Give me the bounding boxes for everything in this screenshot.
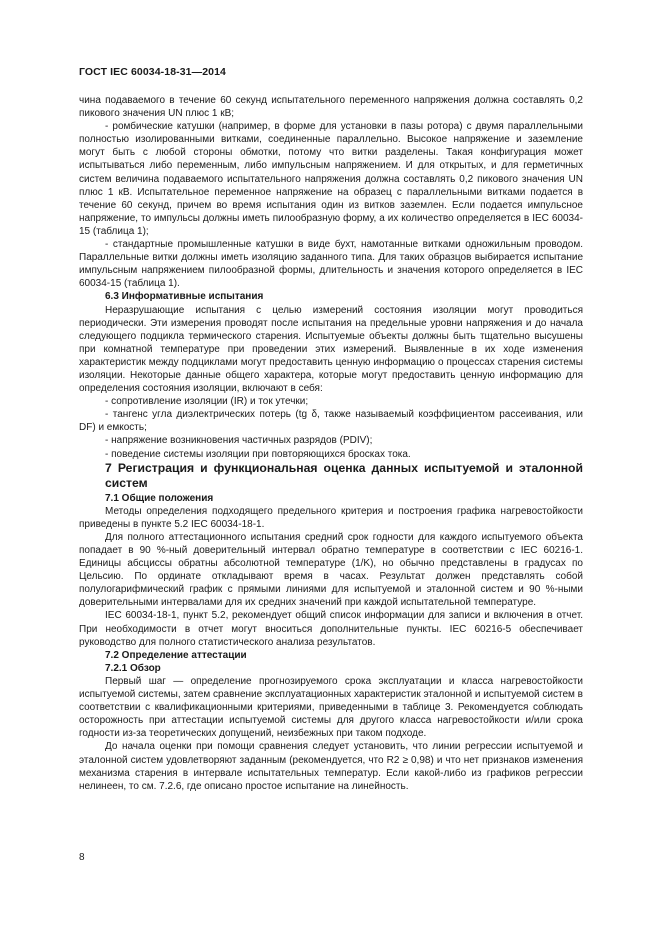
section-heading-6-3: 6.3 Информативные испытания [105,291,264,303]
paragraph: Первый шаг — определение прогнозируемого срока эксплуатации и класса нагревостойкости испытуемой системы, затем сравнение эксплуатационных характеристик эталонной и испытуемой систем в соответствии с квалификационными критериями, приведенными в таблице 3. Рекомендуется соблюдать осторожность при аттестации испытуемой системы для другого класса нагревостойкости и/или срока годности из-за теоретических допущений, неизбежных при таком подходе. [79,675,583,740]
section-heading-7-2-1: 7.2.1 Обзор [105,662,161,674]
list-item: - тангенс угла диэлектрических потерь (tg δ, также называемый коэффициентом рассеивания, или DF) и емкость; [79,409,583,434]
page-content [79,94,583,793]
list-item: - стандартные промышленные катушки в виде бухт, намотанные витками одножильным проводом. Параллельные витки должны иметь изоляцию заданного типа. Для таких образцов выбирается испытание импульсным напряжением пилообразной формы, длительность и значения которого определяется в IEC 60034-15 (таблица 1). [79,239,583,290]
paragraph: До начала оценки при помощи сравнения следует установить, что линии регрессии испытуемой и эталонной систем удовлетворяют заданным (рекомендуется, что R2 ≥ 0,98) и что нет признаков изменения механизма старения в интервале испытательных температур. Если какой-либо из графиков регрессии нелинеен, то см. 7.2.6, где описано простое испытание на линейность. [79,741,583,792]
paragraph: Неразрушающие испытания с целью измерений состояния изоляции могут проводиться периодически. Эти измерения проводят после испытания на предельные уровни напряжения и до начала следующего подцикла термического старения. Испытуемые объекты должны быть тщательно высушены при комнатной температуре при проведении этих измерений. Выявленные в их ходе изменения характеристик между подциклами могут предоставить ценную информацию о процессах старения системы изоляции. Некоторые данные общего характера, которые могут предоставить ценную информацию для определения состояния изоляции, включают в себя: [79,304,583,395]
paragraph: IEC 60034-18-1, пункт 5.2, рекомендует общий список информации для записи и включения в отчет. При необходимости в отчет могут вноситься дополнительные пункты. IEC 60216-5 обеспечивает руководство для полного статистического анализа результатов. [79,610,583,648]
list-item: - поведение системы изоляции при повторяющихся бросках тока. [105,448,411,460]
list-item: - напряжение возникновения частичных разрядов (PDIV); [105,435,373,447]
page-number: 8 [79,852,85,863]
paragraph: Методы определения подходящего предельного критерия и построения графика нагревостойкости приведены в пункте 5.2 IEC 60034-18-1. [79,505,583,530]
paragraph: Для полного аттестационного испытания средний срок годности для каждого испытуемого объекта попадает в 90 %-ный доверительный интервал обратно температуре в соответствии с IEC 60216-1. Единицы абсциссы обратны абсолютной температуре (1/K), но обычно представлены в градусах по Цельсию. По ординате откладывают время в часах. Результат должен представлять собой полулогарифмический график с прямыми линиями для испытуемой и эталонной систем и 90 %-ными доверительными интервалами для их средних значений при каждой испытательной температуре. [79,531,583,609]
section-heading-7-1: 7.1 Общие положения [105,492,214,504]
list-item: - ромбические катушки (например, в форме для установки в пазы ротора) с двумя параллельными полностью изолированными витками, соединенные параллельно. Высокое напряжение и заземление могут быть с любой стороны обмотки, потому что витки разделены. Такая конфигурация может испытываться либо переменным, либо импульсным напряжением. И для открытых, и для герметичных систем величина подаваемого испытательного напряжения должна составлять 0,2 пикового значения UN плюс 1 кВ. Испытательное переменное напряжение на образец с параллельными витками подается в течение 60 секунд, причем во время испытания один из витков заземлен. Если подается импульсное напряжение, то импульсы должны иметь пилообразную форму, а их количество определяется в IEC 60034-15 (таблица 1); [79,121,583,237]
section-heading-7: 7 Регистрация и функциональная оценка данных испытуемой и эталонной систем [105,460,583,491]
section-heading-7-2: 7.2 Определение аттестации [105,649,247,661]
list-item: - сопротивление изоляции (IR) и ток утечки; [105,396,309,408]
document-header: ГОСТ IEC 60034-18-31—2014 [79,66,226,78]
paragraph: чина подаваемого в течение 60 секунд испытательного переменного напряжения должна составлять 0,2 пикового значения UN плюс 1 кВ; [79,95,583,120]
